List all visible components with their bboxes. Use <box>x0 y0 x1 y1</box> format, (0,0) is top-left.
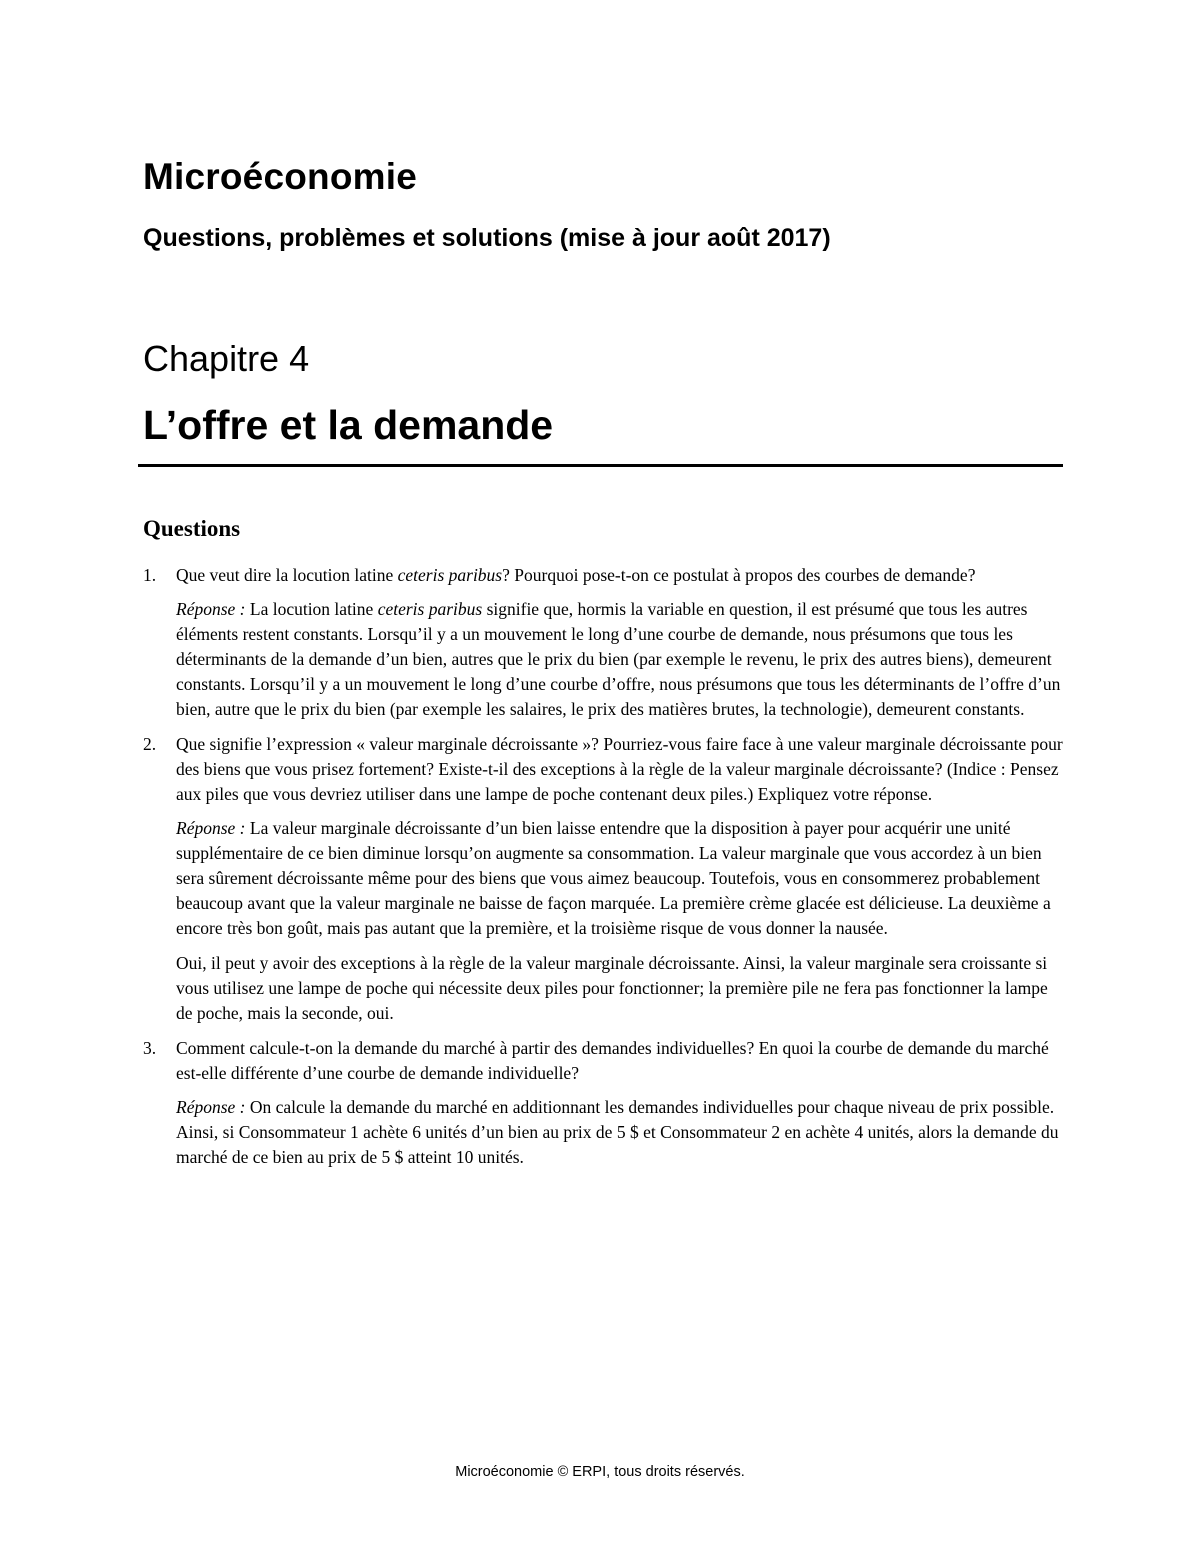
question-number: 1. <box>143 565 157 585</box>
question-item-2 <box>143 732 1063 1026</box>
answer-lead: Réponse : <box>176 818 246 838</box>
answer-text <box>176 816 1063 941</box>
book-subtitle: Questions, problèmes et solutions (mise à jour août 2017) <box>143 224 831 252</box>
question-list <box>143 563 1063 1180</box>
question-text: Comment calcule-t-on la demande du marché à partir des demandes individuelles? En quoi la courbe de demande du marché est-elle différente d’une courbe de demande individuelle? <box>176 1038 1049 1083</box>
question-item-1 <box>143 563 1063 722</box>
answer-text <box>176 597 1063 722</box>
section-heading: Questions <box>143 516 241 541</box>
answer-text-part: On calcule la demande du marché en additionnant les demandes individuelles pour chaque niveau de prix possible. Ainsi, si Consommateur 1 achète 6 unités d’un bien au prix de 5 $ et Consommateur 2 en achète 4 unités, alors la demande du marché de ce bien au prix de 5 $ atteint 10 unités. <box>176 1097 1059 1167</box>
question-number: 3. <box>143 1038 157 1058</box>
title-divider <box>138 464 1063 467</box>
chapter-label: Chapitre 4 <box>143 338 310 379</box>
answer-extra-text: Oui, il peut y avoir des exceptions à la règle de la valeur marginale décroissante. Ainsi, la valeur marginale sera croissante si vous utilisez une lampe de poche qui nécessite deux piles pour fonctionner; la première pile ne fera pas fonctionner la lampe de poche, mais la seconde, oui. <box>176 953 1048 1023</box>
latin-phrase: ceteris paribus <box>377 599 483 619</box>
question-number: 2. <box>143 734 157 754</box>
answer-text-part: La valeur marginale décroissante d’un bien laisse entendre que la disposition à payer pour acquérir une unité supplémentaire de ce bien diminue lorsqu’on augmente sa consommation. La valeur marginale que vous accordez à un bien sera sûrement décroissante même pour des biens que vous aimez beaucoup. Toutefois, vous en consommerez probablement beaucoup avant que la valeur marginale ne baisse de façon marquée. La première crème glacée est délicieuse. La deuxième a encore très bon goût, mais pas autant que la première, et la troisième risque de vous donner la nausée. <box>176 818 1051 938</box>
question-text <box>176 563 1063 588</box>
answer-text <box>176 1095 1063 1170</box>
answer-lead: Réponse : <box>176 1097 246 1117</box>
chapter-title: L’offre et la demande <box>143 402 554 448</box>
answer-lead: Réponse : <box>176 599 246 619</box>
question-item-3 <box>143 1036 1063 1170</box>
question-text: Que signifie l’expression « valeur marginale décroissante »? Pourriez-vous faire face à une valeur marginale décroissante pour des biens que vous prisez fortement? Existe-t-il des exceptions à la règle de la valeur marginale décroissante? (Indice : Pensez aux piles que vous devriez utiliser dans une lampe de poche contenant deux piles.) Expliquez votre réponse. <box>176 734 1063 804</box>
question-text-part: Que veut dire la locution latine <box>176 565 398 585</box>
question-text-part: ? Pourquoi pose-t-on ce postulat à propos des courbes de demande? <box>502 565 976 585</box>
book-title: Microéconomie <box>143 156 417 197</box>
latin-phrase: ceteris paribus <box>397 565 503 585</box>
answer-text-part: signifie que, hormis la variable en question, il est présumé que tous les autres éléments restent constants. Lorsqu’il y a un mouvement le long d’une courbe de demande, nous présumons que tous les déterminants de la demande d’un bien, autres que le prix du bien (par exemple le revenu, le prix des autres biens), demeurent constants. Lorsqu’il y a un mouvement le long d’une courbe d’offre, nous présumons que tous les déterminants de l’offre d’un bien, autre que le prix du bien (par exemple les salaires, le prix des matières brutes, la technologie), demeurent constants. <box>176 599 1061 719</box>
page-footer: Microéconomie © ERPI, tous droits réservés. <box>455 1464 745 1480</box>
answer-text-part: La locution latine <box>245 599 378 619</box>
